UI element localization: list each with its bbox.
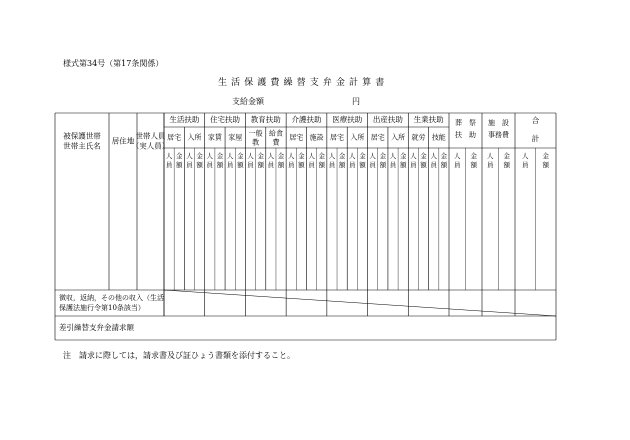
column-label: 金 [176, 152, 183, 160]
column-label: 金 [440, 152, 448, 160]
column-label: 員 [349, 161, 356, 169]
aid-group-header: 生活扶助 [169, 115, 200, 124]
column-label: 金 [379, 152, 387, 160]
aid-sub-header: 居宅 [167, 133, 182, 142]
column-label: 員 [226, 161, 234, 169]
aid-group-header: 住宅扶助 [210, 115, 241, 124]
aid-sub-header: 給食 [268, 129, 283, 138]
column-label: 金 [338, 152, 346, 160]
column-label: 金 [420, 152, 427, 160]
column-label: 金 [503, 152, 510, 160]
column-label: 金 [196, 152, 203, 160]
column-label: 額 [277, 161, 285, 169]
column-label: 人 [349, 152, 356, 160]
column-label: 額 [196, 161, 203, 169]
column-label: 額 [440, 161, 448, 169]
funeral-header: 扶 助 [455, 131, 476, 139]
column-label: 員 [328, 161, 336, 169]
form-title: 生活保護費繰替支弁金計算書 [218, 78, 389, 88]
column-label: 額 [379, 161, 387, 169]
aid-sub-header: 家屋 [228, 133, 243, 142]
aid-group-header: 介護扶助 [291, 115, 322, 124]
column-label: 額 [257, 161, 264, 169]
column-label: 人 [308, 152, 315, 160]
aid-sub-header: 入所 [350, 133, 365, 142]
facility-header: 施 設 [488, 119, 509, 127]
recipient-header: 世帯主氏名 [63, 141, 101, 151]
column-label: 金 [257, 152, 264, 160]
column-label: 人 [206, 152, 214, 160]
recipient-header: 被保護世帯 [63, 131, 101, 141]
column-label: 員 [389, 161, 397, 169]
column-label: 員 [487, 161, 494, 169]
column-label: 金 [298, 152, 305, 160]
aid-sub-header: 居宅 [289, 133, 304, 142]
column-label: 金 [277, 152, 285, 160]
funeral-header: 葬 祭 [455, 119, 476, 127]
column-label: 員 [206, 161, 214, 169]
aid-sub-header: 施設 [309, 133, 324, 142]
column-label: 金 [359, 152, 366, 160]
column-label: 人 [328, 152, 336, 160]
column-label: 員 [430, 161, 437, 169]
residence-header: 居住地 [111, 136, 135, 146]
payment-amount-unit: 円 [352, 97, 360, 106]
column-label: 員 [369, 161, 376, 169]
column-label: 員 [454, 161, 461, 169]
members-header: 世帯人員 [135, 131, 166, 141]
aid-sub-header: 居宅 [330, 133, 345, 142]
column-label: 金 [542, 152, 549, 160]
column-label: 人 [522, 152, 529, 160]
payment-amount-label: 支給金額 [232, 97, 264, 106]
deduction-row-label: 徴収，返納，その他の収入（生活 [59, 294, 164, 302]
column-label: 員 [522, 161, 529, 169]
aid-group-header: 生業扶助 [413, 115, 444, 124]
facility-header: 事務費 [488, 131, 509, 139]
column-label: 員 [308, 161, 315, 169]
aid-sub-header: 入所 [391, 133, 406, 142]
column-label: 人 [267, 152, 275, 160]
aid-sub-header: 入所 [187, 133, 202, 142]
aid-sub-header: 費 [272, 138, 280, 147]
column-label: 人 [454, 152, 461, 160]
column-label: 人 [389, 152, 397, 160]
deduction-row-label: 保護法施行令第10条該当） [59, 304, 145, 312]
aid-sub-header: 技能 [431, 133, 446, 142]
column-label: 人 [430, 152, 437, 160]
members-header: （実人員） [131, 141, 170, 151]
column-label: 人 [247, 152, 254, 160]
column-label: 人 [226, 152, 234, 160]
column-label: 員 [287, 161, 295, 169]
column-label: 額 [318, 161, 326, 169]
column-label: 額 [237, 161, 244, 169]
column-label: 人 [487, 152, 494, 160]
column-label: 員 [247, 161, 254, 169]
column-label: 金 [318, 152, 326, 160]
aid-sub-header: 教 [252, 138, 260, 147]
aid-sub-header: 一般 [248, 129, 263, 138]
aid-sub-header: 居宅 [370, 133, 385, 142]
column-label: 人 [369, 152, 376, 160]
column-label: 人 [410, 152, 417, 160]
column-label: 金 [216, 152, 224, 160]
column-label: 額 [298, 161, 305, 169]
column-label: 金 [237, 152, 244, 160]
deduction-diagonal [164, 290, 556, 316]
column-label: 金 [470, 152, 477, 160]
column-label: 額 [176, 161, 183, 169]
aid-group-header: 医療扶助 [332, 115, 363, 124]
column-label: 額 [542, 161, 549, 169]
column-label: 額 [359, 161, 366, 169]
net-claim-row-label: 差引繰替支弁金請求額 [59, 323, 134, 332]
column-label: 額 [503, 161, 510, 169]
column-label: 額 [338, 161, 346, 169]
column-label: 員 [165, 161, 173, 169]
column-label: 額 [216, 161, 224, 169]
aid-group-header: 教育扶助 [250, 115, 281, 124]
column-label: 額 [470, 161, 477, 169]
total-header: 計 [531, 134, 540, 143]
aid-sub-header: 家賃 [207, 133, 222, 142]
aid-sub-header: 就労 [411, 133, 426, 142]
total-header: 合 [531, 116, 540, 125]
column-label: 人 [287, 152, 295, 160]
column-label: 人 [186, 152, 193, 160]
form-id: 様式第34号（第17条関係） [63, 59, 164, 68]
column-label: 額 [420, 161, 427, 169]
column-label: 金 [399, 152, 407, 160]
column-label: 員 [410, 161, 417, 169]
column-label: 員 [267, 161, 275, 169]
footnote: 注 請求に際しては，請求書及び証ひょう書類を添付すること。 [63, 351, 295, 360]
column-label: 員 [186, 161, 193, 169]
column-label: 額 [399, 161, 407, 169]
aid-group-header: 出産扶助 [372, 115, 403, 124]
column-label: 人 [165, 152, 173, 160]
